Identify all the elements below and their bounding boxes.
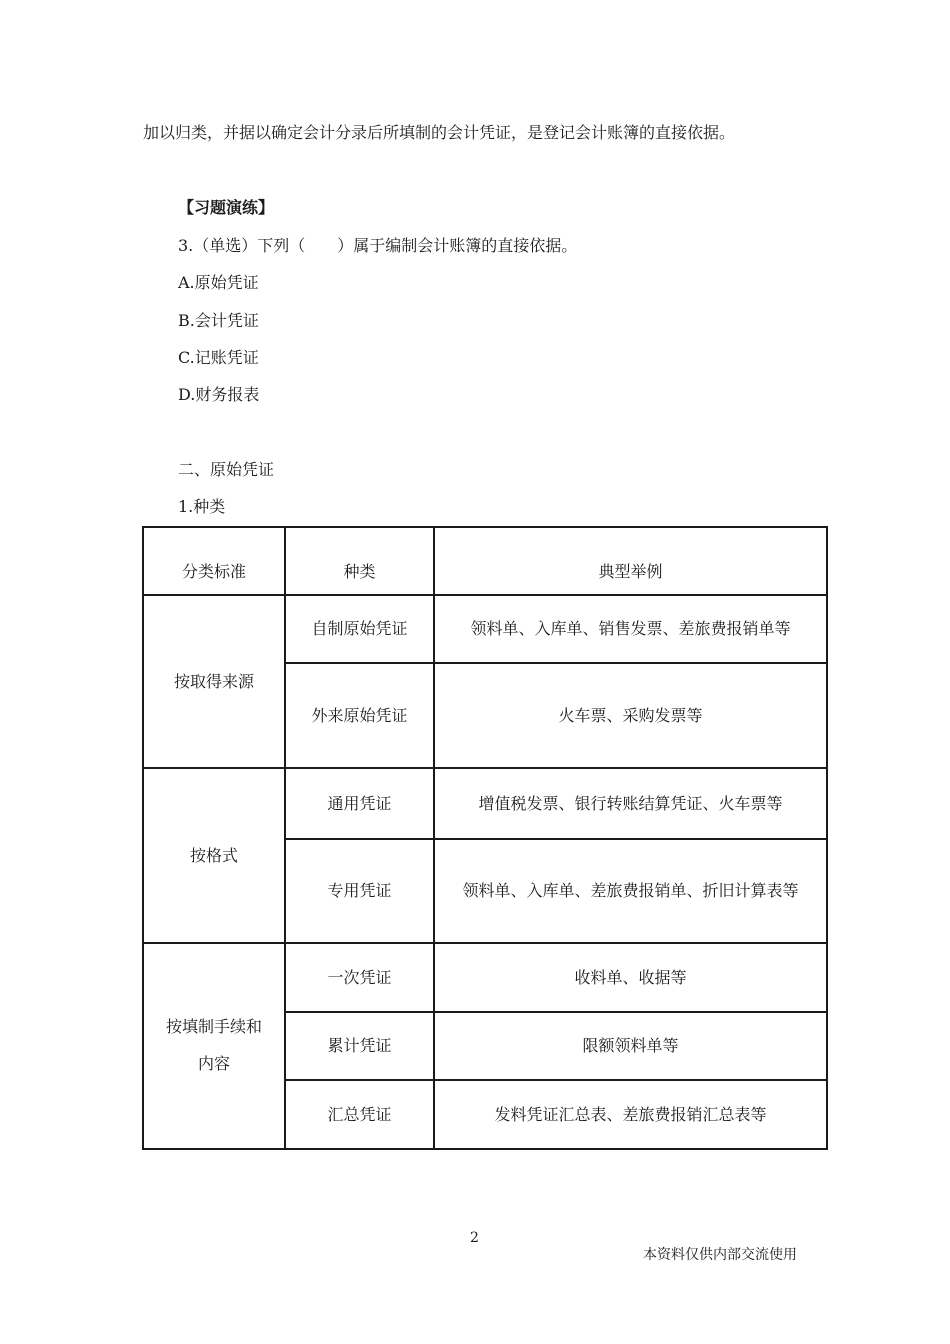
type-cell: 累计凭证 <box>285 1012 434 1080</box>
header-example: 典型举例 <box>434 527 827 595</box>
type-cell: 通用凭证 <box>285 768 434 839</box>
table-header-row <box>143 527 827 595</box>
type-cell: 自制原始凭证 <box>285 595 434 663</box>
intro-paragraph: 加以归类，并据以确定会计分录后所填制的会计凭证，是登记会计账簿的直接依据。 <box>143 123 736 142</box>
section-subtitle: 1.种类 <box>178 497 226 516</box>
example-cell: 增值税发票、银行转账结算凭证、火车票等 <box>434 768 827 839</box>
option-b: B.会计凭证 <box>178 311 259 330</box>
criterion-line: 内容 <box>197 1054 230 1073</box>
option-d: D.财务报表 <box>178 385 260 404</box>
example-cell: 收料单、收据等 <box>434 943 827 1012</box>
option-c: C.记账凭证 <box>178 348 259 367</box>
table-row <box>143 943 827 1012</box>
type-cell: 一次凭证 <box>285 943 434 1012</box>
type-cell: 汇总凭证 <box>285 1080 434 1149</box>
criterion-procedure <box>143 943 285 1149</box>
option-a: A.原始凭证 <box>178 273 259 292</box>
example-cell: 领料单、入库单、销售发票、差旅费报销单等 <box>434 595 827 663</box>
criterion-source: 按取得来源 <box>143 595 285 768</box>
voucher-classification-table <box>142 526 828 1150</box>
criterion-format: 按格式 <box>143 768 285 943</box>
table-row <box>143 595 827 663</box>
footer-note: 本资料仅供内部交流使用 <box>643 1247 797 1263</box>
example-cell: 火车票、采购发票等 <box>434 663 827 768</box>
example-cell: 限额领料单等 <box>434 1012 827 1080</box>
header-criterion: 分类标准 <box>143 527 285 595</box>
type-cell: 专用凭证 <box>285 839 434 943</box>
exercise-title: 【习题演练】 <box>178 198 275 217</box>
section-title: 二、原始凭证 <box>178 460 275 479</box>
header-type: 种类 <box>285 527 434 595</box>
example-cell: 领料单、入库单、差旅费报销单、折旧计算表等 <box>434 839 827 943</box>
table-row <box>143 768 827 839</box>
criterion-line: 按填制手续和 <box>165 1017 262 1037</box>
page-number: 2 <box>470 1230 479 1246</box>
type-cell: 外来原始凭证 <box>285 663 434 768</box>
example-cell: 发料凭证汇总表、差旅费报销汇总表等 <box>434 1080 827 1149</box>
question-text: 3.（单选）下列（ ）属于编制会计账簿的直接依据。 <box>178 236 578 255</box>
